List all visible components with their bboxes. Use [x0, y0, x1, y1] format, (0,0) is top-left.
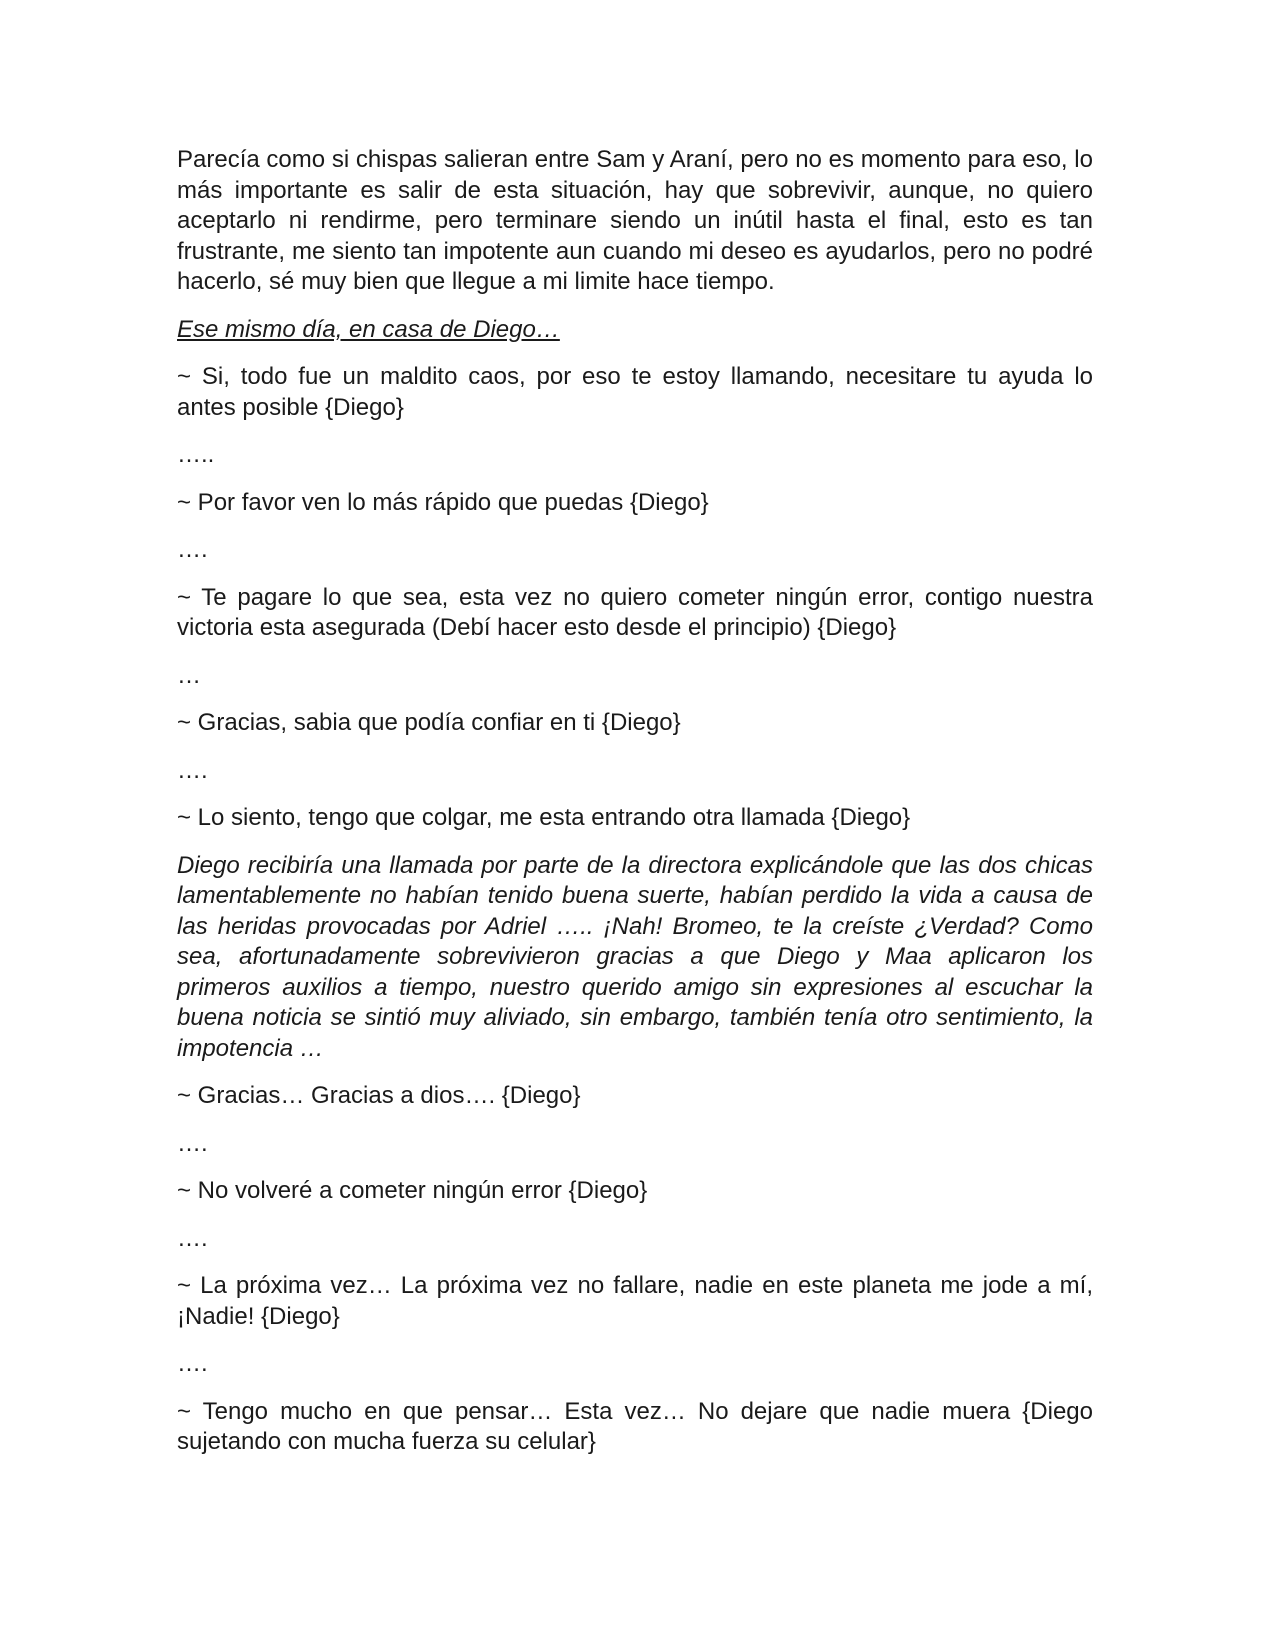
- dialogue-line: ~ Lo siento, tengo que colgar, me esta entrando otra llamada {Diego}: [177, 804, 911, 831]
- pause-line: ….: [177, 1350, 208, 1377]
- pause-line: ….: [177, 1129, 208, 1157]
- document-page: [177, 145, 1093, 1475]
- pause-line: ….: [177, 536, 208, 563]
- dialogue-line: ~ Tengo mucho en que pensar… Esta vez… No dejare que nadie muera {Diego sujetando con mucha fuerza su celular}: [177, 1397, 1093, 1455]
- pause-line: ….: [177, 756, 208, 784]
- dialogue-line: ~ Gracias, sabia que podía confiar en ti {Diego}: [177, 709, 681, 736]
- narration-paragraph: Parecía como si chispas salieran entre Sam y Araní, pero no es momento para eso, lo más importante es salir de esta situación, hay que sobrevivir, aunque, no quiero aceptarlo ni rendirme, pero terminare siendo un inútil hasta el final, esto es tan frustrante, me siento tan impotente aun cuando mi deseo es ayudarlos, pero no podré hacerlo, sé muy bien que llegue a mi limite hace tiempo.: [177, 146, 1093, 295]
- scene-heading: Ese mismo día, en casa de Diego…: [177, 315, 560, 343]
- italic-narration-paragraph: Diego recibiría una llamada por parte de la directora explicándole que las dos chicas lamentablemente no habían tenido buena suerte, habían perdido la vida a causa de las heridas provocadas por Adriel ….. ¡Nah! Bromeo, te la creíste ¿Verdad? Como sea, afortunadamente sobrevivieron gracias a que Diego y Maa aplicaron los primeros auxilios a tiempo, nuestro querido amigo sin expresiones al escuchar la buena noticia se sintió muy aliviado, sin embargo, también tenía otro sentimiento, la impotencia …: [177, 851, 1093, 1062]
- dialogue-line: ~ Te pagare lo que sea, esta vez no quiero cometer ningún error, contigo nuestra victoria esta asegurada (Debí hacer esto desde el principio) {Diego}: [177, 583, 1093, 641]
- pause-line: ….: [177, 1224, 208, 1252]
- pause-line: …..: [177, 441, 215, 468]
- dialogue-line: ~ Gracias… Gracias a dios…. {Diego}: [177, 1082, 581, 1109]
- dialogue-line: ~ Si, todo fue un maldito caos, por eso te estoy llamando, necesitare tu ayuda lo antes posible {Diego}: [177, 363, 1093, 421]
- dialogue-line: ~ La próxima vez… La próxima vez no fallare, nadie en este planeta me jode a mí, ¡Nadie! {Diego}: [177, 1272, 1093, 1330]
- dialogue-line: ~ Por favor ven lo más rápido que puedas {Diego}: [177, 488, 709, 516]
- pause-line: …: [177, 661, 201, 689]
- dialogue-line: ~ No volveré a cometer ningún error {Diego}: [177, 1177, 648, 1204]
